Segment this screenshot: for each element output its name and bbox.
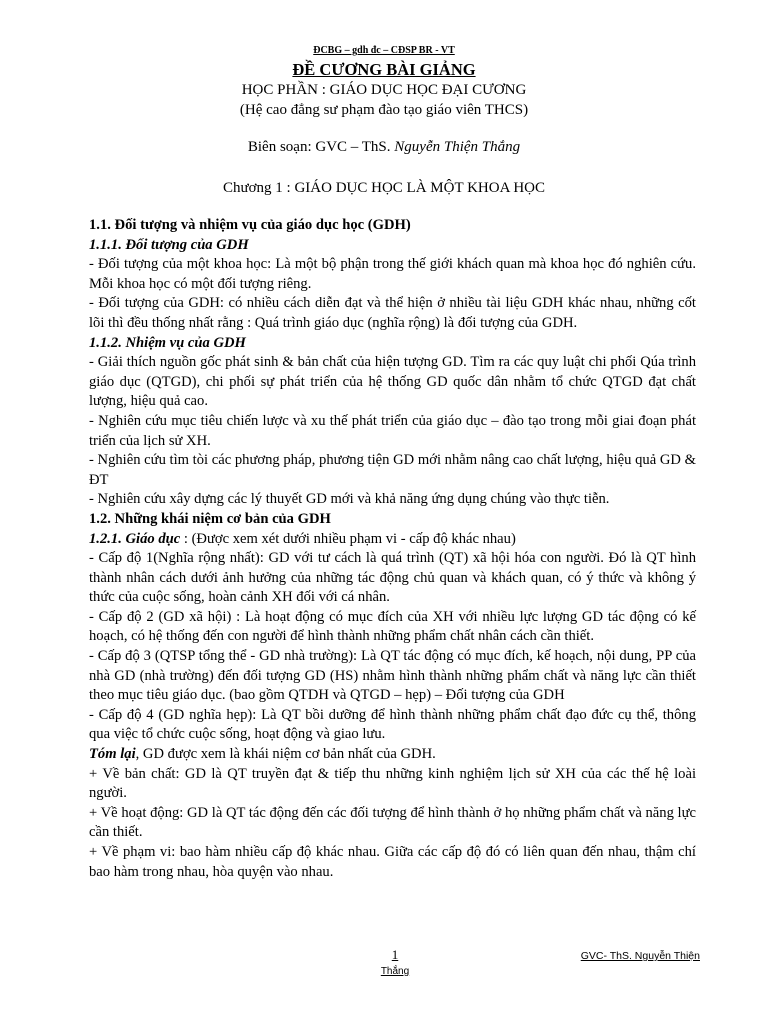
section-heading-1-2-1: 1.2.1. Giáo dục [89,530,181,547]
paragraph: - Đối tượng của GDH: có nhiều cách diễn đạt và thể hiện ở nhiều tài liệu GDH khác nhau, những cốt lõi thì đều thống nhất rằng : Quá trình giáo dục (nghĩa rộng) là đối tượng của GDH. [89,295,696,331]
page-number: 1 [391,947,399,962]
section-note: : (Được xem xét dưới nhiều phạm vi - cấp độ khác nhau) [180,530,516,547]
document-title: ĐỀ CƯƠNG BÀI GIẢNG [292,60,476,79]
section-heading-1-1: 1.1. Đối tượng và nhiệm vụ của giáo dục học (GDH) [89,217,411,233]
paragraph: - Giải thích nguồn gốc phát sinh & bản chất của hiện tượng GD. Tìm ra các quy luật chi phối Qúa trình giáo dục (QTGD), chi phối sự phát triển của hệ thống GD quốc dân nhằm tổ chức QTGD đạt chất lượng, hiệu quả cao. [89,354,696,410]
paragraph: - Cấp độ 3 (QTSP tổng thể - GD nhà trường): Là QT tác động có mục đích, kế hoạch, nội dung, PP của nhà GD (nhà trường) đến đối tượng GD (HS) nhằm hình thành những phẩm chất và năng lực cần thiết theo mục tiêu giáo dục. (bao gồm QTDH và QTGD – hẹp) – Đối tượng của GDH [89,648,696,704]
title-block [0,60,768,120]
author-name: Nguyễn Thiện Thắng [394,139,521,155]
paragraph: - Nghiên cứu tìm tòi các phương pháp, phương tiện GD mới nhằm nâng cao chất lượng, hiệu quả GD & ĐT [89,452,696,488]
section-heading-1-2-1-line [89,530,696,550]
paragraph: - Cấp độ 2 (GD xã hội) : Là hoạt động có mục đích của XH với nhiều lực lượng GD tác động có kế hoạch, có hệ thống đến con người để hình thành những phẩm chất nhân cách cần thiết. [89,608,696,645]
footer-author: GVC- ThS. Nguyễn Thiện [580,950,700,962]
page-footer-suffix: Thắng [380,966,410,977]
section-heading-1-1-2: 1.1.2. Nhiệm vụ của GDH [89,334,246,351]
paragraph: - Cấp độ 1(Nghĩa rộng nhất): GD với tư cách là quá trình (QT) xã hội hóa con người. Đó là QT hình thành nhân cách dưới ảnh hưởng của những tác động chủ quan và khách quan, có ý thức và không ý thức của cuộc sống, hoàn cảnh XH đối với cá nhân. [89,550,696,606]
section-heading-1-2: 1.2. Những khái niệm cơ bản của GDH [89,510,331,527]
running-header: ĐCBG – gdh đc – CĐSP BR - VT [313,45,455,56]
chapter-title: Chương 1 : GIÁO DỤC HỌC LÀ MỘT KHOA HỌC [222,180,546,196]
summary-text: , GD được xem là khái niệm cơ bản nhất của GDH. [135,746,436,763]
paragraph: - Cấp độ 4 (GD nghĩa hẹp): Là QT bồi dưỡng để hình thành những phẩm chất đạo đức cụ thể, thông qua việc tổ chức cuộc sống, hoạt động và giao lưu. [89,706,696,743]
paragraph: + Về hoạt động: GD là QT tác động đến các đối tượng để hình thành ở họ những phẩm chất và năng lực cần thiết. [89,804,696,841]
program-subtitle: (Hệ cao đẳng sư phạm đào tạo giáo viên THCS) [239,102,529,118]
section-heading-1-1-1: 1.1.1. Đối tượng của GDH [89,236,249,253]
author-line [0,139,768,156]
paragraph: - Nghiên cứu mục tiêu chiến lược và xu thế phát triển của giáo dục – đào tạo trong mỗi giai đoạn phát triển của lịch sử XH. [89,412,696,449]
document-body [89,216,696,882]
summary-lead: Tóm lại [89,746,136,763]
author-prefix: Biên soạn: GVC – ThS. [247,139,395,155]
paragraph: + Về bản chất: GD là QT truyền đạt & tiếp thu những kinh nghiệm lịch sử XH của các thế hệ loài người. [89,765,696,802]
paragraph: - Đối tượng của một khoa học: Là một bộ phận trong thế giới khách quan mà khoa học đó nghiên cứu. Mỗi khoa học có một đối tượng riêng. [89,256,696,292]
paragraph: - Nghiên cứu xây dựng các lý thuyết GD mới và khả năng ứng dụng chúng vào thực tiễn. [89,491,610,508]
summary-line [89,745,696,765]
course-title: HỌC PHẦN : GIÁO DỤC HỌC ĐẠI CƯƠNG [241,82,527,98]
paragraph: + Về phạm vi: bao hàm nhiều cấp độ khác nhau. Giữa các cấp độ đó có liên quan đến nhau, thậm chí bao hàm trong nhau, hòa quyện vào nhau. [89,844,696,880]
